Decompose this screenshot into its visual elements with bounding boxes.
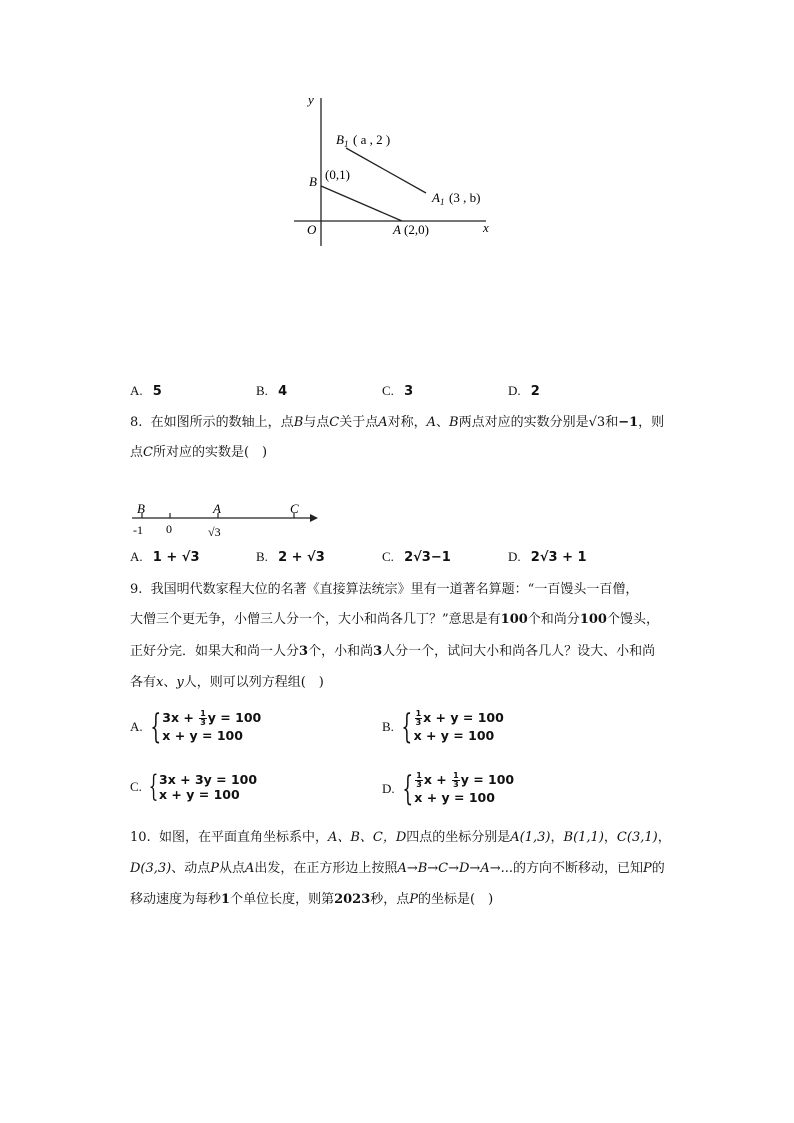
brace-icon: { — [402, 769, 413, 809]
q10-stem-line2: D(3,3)、动点P从点A出发，在正方形边上按照A→B→C→D→A→...的方向不断移动，已知P的 — [130, 861, 665, 876]
point-b-label: B — [309, 174, 317, 189]
label-b: B — [137, 501, 145, 516]
q8-option-c[interactable]: C. 2√3−1 — [382, 549, 451, 565]
q9-option-d[interactable]: D. { $\frac{1}{3}$ x + $\frac{1}{3}$ y = 100 x + y = 100 — [382, 769, 515, 809]
q8-option-b[interactable]: B. 2 + √3 — [256, 549, 325, 565]
q8-option-a[interactable]: A. 1 + √3 — [130, 549, 200, 565]
q10-stem-line1: 10. 如图，在平面直角坐标系中，A、B、C，D四点的坐标分别是A(1,3)，B(1,1)，C(3,1)， — [130, 830, 671, 845]
point-a-coord: (2,0) — [404, 222, 429, 237]
point-b-coord: (0,1) — [325, 167, 350, 182]
point-a1-coord: (3 , b) — [449, 190, 481, 205]
coordinate-figure — [280, 88, 510, 258]
label-c: C — [290, 501, 299, 516]
number-line-arrow — [310, 514, 318, 522]
q10-number: 10. — [130, 830, 151, 845]
label-a: A — [213, 501, 221, 516]
point-a1-label: $A_1$ — [432, 190, 445, 207]
q9-option-a[interactable]: A. { 3x + $\frac{1}{3}$ y = 100 x + y = 100 — [130, 707, 262, 747]
brace-icon: { — [401, 707, 413, 747]
origin-label: O — [307, 222, 317, 237]
q9-stem-line4: 各有x、y人，则可以列方程组( ) — [130, 675, 324, 690]
q7-option-b[interactable]: B. 4 — [256, 383, 288, 399]
segment-ab — [321, 186, 402, 221]
q7-option-c[interactable]: C. 3 — [382, 383, 414, 399]
q7-option-d[interactable]: D. 2 — [508, 383, 540, 399]
q9-option-c[interactable]: C. { 3x + 3y = 100 x + y = 100 — [130, 769, 258, 804]
number-line — [128, 498, 328, 542]
q8-option-d[interactable]: D. 2√3 + 1 — [508, 549, 587, 565]
brace-icon: { — [150, 707, 161, 747]
point-a-label: A — [393, 222, 401, 237]
q9-number: 9. — [130, 582, 143, 597]
q8-number: 8. — [130, 415, 143, 430]
q9-stem-line2: 大僧三个更无争，小僧三人分一个，大小和尚各几丁？”意思是有100个和尚分100个馒头， — [130, 612, 659, 627]
q9-option-b[interactable]: B. { $\frac{1}{3}$ x + y = 100 x + y = 100 — [382, 707, 504, 747]
label-sqrt3: √3 — [208, 525, 221, 539]
q8-stem-line2: 点C所对应的实数是( ) — [130, 445, 268, 460]
point-b1-label: $B_1$ — [336, 132, 349, 149]
q9-stem-line3: 正好分完．如果大和尚一人分3个，小和尚3人分一个，试问大小和尚各几人？设大、小和尚 — [130, 644, 656, 659]
q9-stem-line1: 9. 我国明代数家程大位的名著《直接算法统宗》里有一道著名算题：“一百馒头一百僧， — [130, 582, 639, 597]
point-b1-coord: ( a , 2 ) — [353, 132, 391, 147]
segment-a1b1 — [346, 148, 426, 193]
label-zero: 0 — [166, 522, 172, 536]
brace-icon: { — [148, 769, 159, 804]
q10-stem-line3: 移动速度为每秒1个单位长度，则第2023秒，点P的坐标是( ) — [130, 892, 494, 907]
q8-stem-line1: 8. 在如图所示的数轴上，点B与点C关于点A对称，A、B两点对应的实数分别是√3和−1，则 — [130, 415, 665, 430]
label-neg1: -1 — [133, 523, 143, 537]
y-axis-label: y — [308, 92, 314, 107]
x-axis-label: x — [483, 220, 489, 235]
q7-option-a[interactable]: A. 5 — [130, 383, 162, 399]
